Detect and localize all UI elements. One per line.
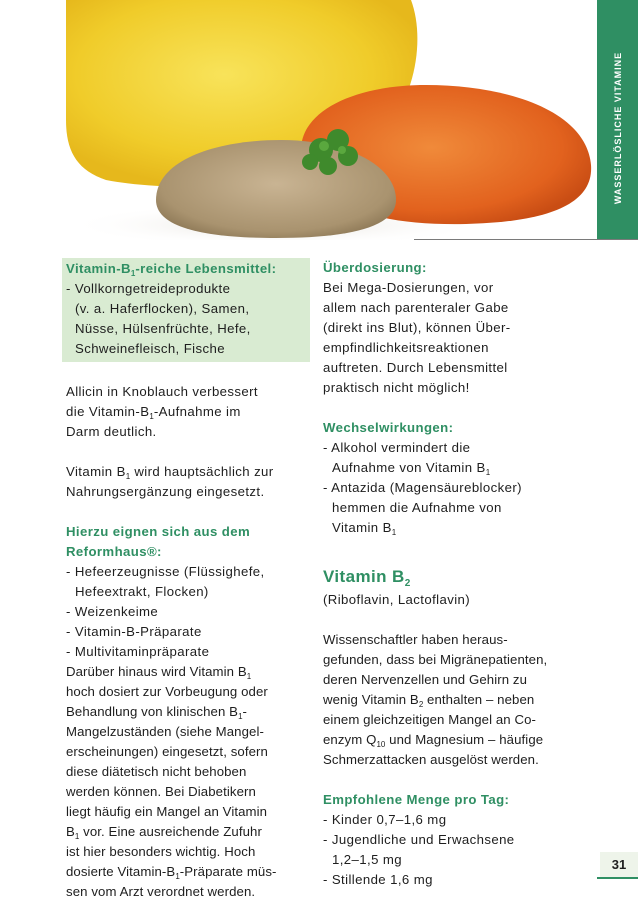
dosage-paragraph: sen vom Arzt verordnet werden. <box>66 884 256 899</box>
reformhaus-item: - Vitamin-B-Präparate <box>66 624 202 639</box>
food-source-item: Nüsse, Hülsenfrüchte, Hefe, <box>75 321 251 336</box>
daily-dose-item: - Stillende 1,6 mg <box>323 872 433 887</box>
supplement-text: Vitamin $B_1$ wird hauptsächlich zur <box>66 464 274 481</box>
interaction-item: Aufnahme von Vitamin $B_1$ <box>332 460 491 477</box>
dosage-paragraph: Darüber hinaus wird Vitamin $B_1$ <box>66 664 252 681</box>
overdose-heading: Überdosierung: <box>323 260 427 275</box>
interaction-item: - Alkohol vermindert die <box>323 440 471 455</box>
dosage-paragraph: liegt häufig ein Mangel an Vitamin <box>66 804 268 819</box>
food-sources-heading: Vitamin-$B_1$-reiche Lebensmittel: <box>66 261 277 278</box>
food-source-item: Schweinefleisch, Fische <box>75 341 225 356</box>
reformhaus-heading: Hierzu eignen sich aus dem <box>66 524 251 539</box>
daily-dose-item: 1,2–1,5 mg <box>332 852 402 867</box>
daily-dose-heading: Empfohlene Menge pro Tag: <box>323 792 510 807</box>
reformhaus-item: - Multivitaminpräparate <box>66 644 210 659</box>
migraine-paragraph: deren Nervenzellen und Gehirn zu <box>323 672 528 687</box>
food-sources-box <box>62 258 310 362</box>
dosage-paragraph: dosierte Vitamin-$B_1$-Präparate müs- <box>66 864 277 881</box>
interaction-item: - Antazida (Magensäureblocker) <box>323 480 522 495</box>
interaction-item: hemmen die Aufnahme von <box>332 500 502 515</box>
migraine-paragraph: enzym $Q_{10}$ und Magnesium – häufige <box>323 732 544 749</box>
reformhaus-item: - Hefeerzeugnisse (Flüssighefe, <box>66 564 265 579</box>
dosage-paragraph: hoch dosiert zur Vorbeugung oder <box>66 684 268 699</box>
overdose-text: praktisch nicht möglich! <box>323 380 470 395</box>
dosage-paragraph: $B_1$ vor. Eine ausreichende Zufuhr <box>66 824 262 841</box>
reformhaus-heading: Reformhaus®: <box>66 544 162 559</box>
interaction-item: Vitamin $B_1$ <box>332 520 397 537</box>
daily-dose-item: - Jugendliche und Erwachsene <box>323 832 515 847</box>
page-number: 31 <box>600 852 638 878</box>
interactions-heading: Wechselwirkungen: <box>323 420 454 435</box>
migraine-paragraph: Wissenschaftler haben heraus- <box>323 632 508 647</box>
lentils-illustration <box>66 0 596 240</box>
reformhaus-item: - Weizenkeime <box>66 604 159 619</box>
section-tab-label: WASSERLÖSLICHE VITAMINE <box>612 51 623 205</box>
migraine-paragraph: wenig Vitamin $B_2$ enthalten – neben <box>323 692 535 709</box>
migraine-paragraph: Schmerzattacken ausgelöst werden. <box>323 752 539 767</box>
right-column <box>323 258 573 890</box>
food-source-item: (v. a. Haferflocken), Samen, <box>75 301 250 316</box>
overdose-text: allem nach parenteraler Gabe <box>323 300 509 315</box>
allicin-text: Darm deutlich. <box>66 424 157 439</box>
migraine-paragraph: gefunden, dass bei Migränepatienten, <box>323 652 548 667</box>
allicin-text: Allicin in Knoblauch verbessert <box>66 384 258 399</box>
dosage-paragraph: diese diätetisch nicht behoben <box>66 764 247 779</box>
dosage-paragraph: Mangelzuständen (siehe Mangel- <box>66 724 264 739</box>
photo-divider <box>414 239 638 240</box>
page-number-underline <box>597 877 638 879</box>
overdose-text: (direkt ins Blut), können Über- <box>323 320 511 335</box>
dosage-paragraph: ist hier besonders wichtig. Hoch <box>66 844 256 859</box>
daily-dose-item: - Kinder 0,7–1,6 mg <box>323 812 447 827</box>
dosage-paragraph: erscheinungen) eingesetzt, sofern <box>66 744 268 759</box>
food-source-item: - Vollkorngetreideprodukte <box>66 281 231 296</box>
vitamin-b2-subtitle: (Riboflavin, Lactoflavin) <box>323 592 471 607</box>
dosage-paragraph: Behandlung von klinischen $B_1-$ <box>66 704 248 721</box>
reformhaus-item: Hefeextrakt, Flocken) <box>75 584 209 599</box>
overdose-text: Bei Mega-Dosierungen, vor <box>323 280 494 295</box>
section-side-tab <box>597 0 638 240</box>
lentils-photo <box>66 0 596 240</box>
vitamin-b2-title: Vitamin $B_2$ <box>323 567 411 589</box>
migraine-paragraph: einem gleichzeitigen Mangel an Co- <box>323 712 537 727</box>
overdose-text: empfindlichkeitsreaktionen <box>323 340 489 355</box>
overdose-text: auftreten. Durch Lebensmittel <box>323 360 508 375</box>
supplement-text: Nahrungsergänzung eingesetzt. <box>66 484 265 499</box>
allicin-text: die Vitamin-$B_1$-Aufnahme im <box>66 404 241 421</box>
dosage-paragraph: werden können. Bei Diabetikern <box>66 784 256 799</box>
left-column <box>66 258 302 902</box>
